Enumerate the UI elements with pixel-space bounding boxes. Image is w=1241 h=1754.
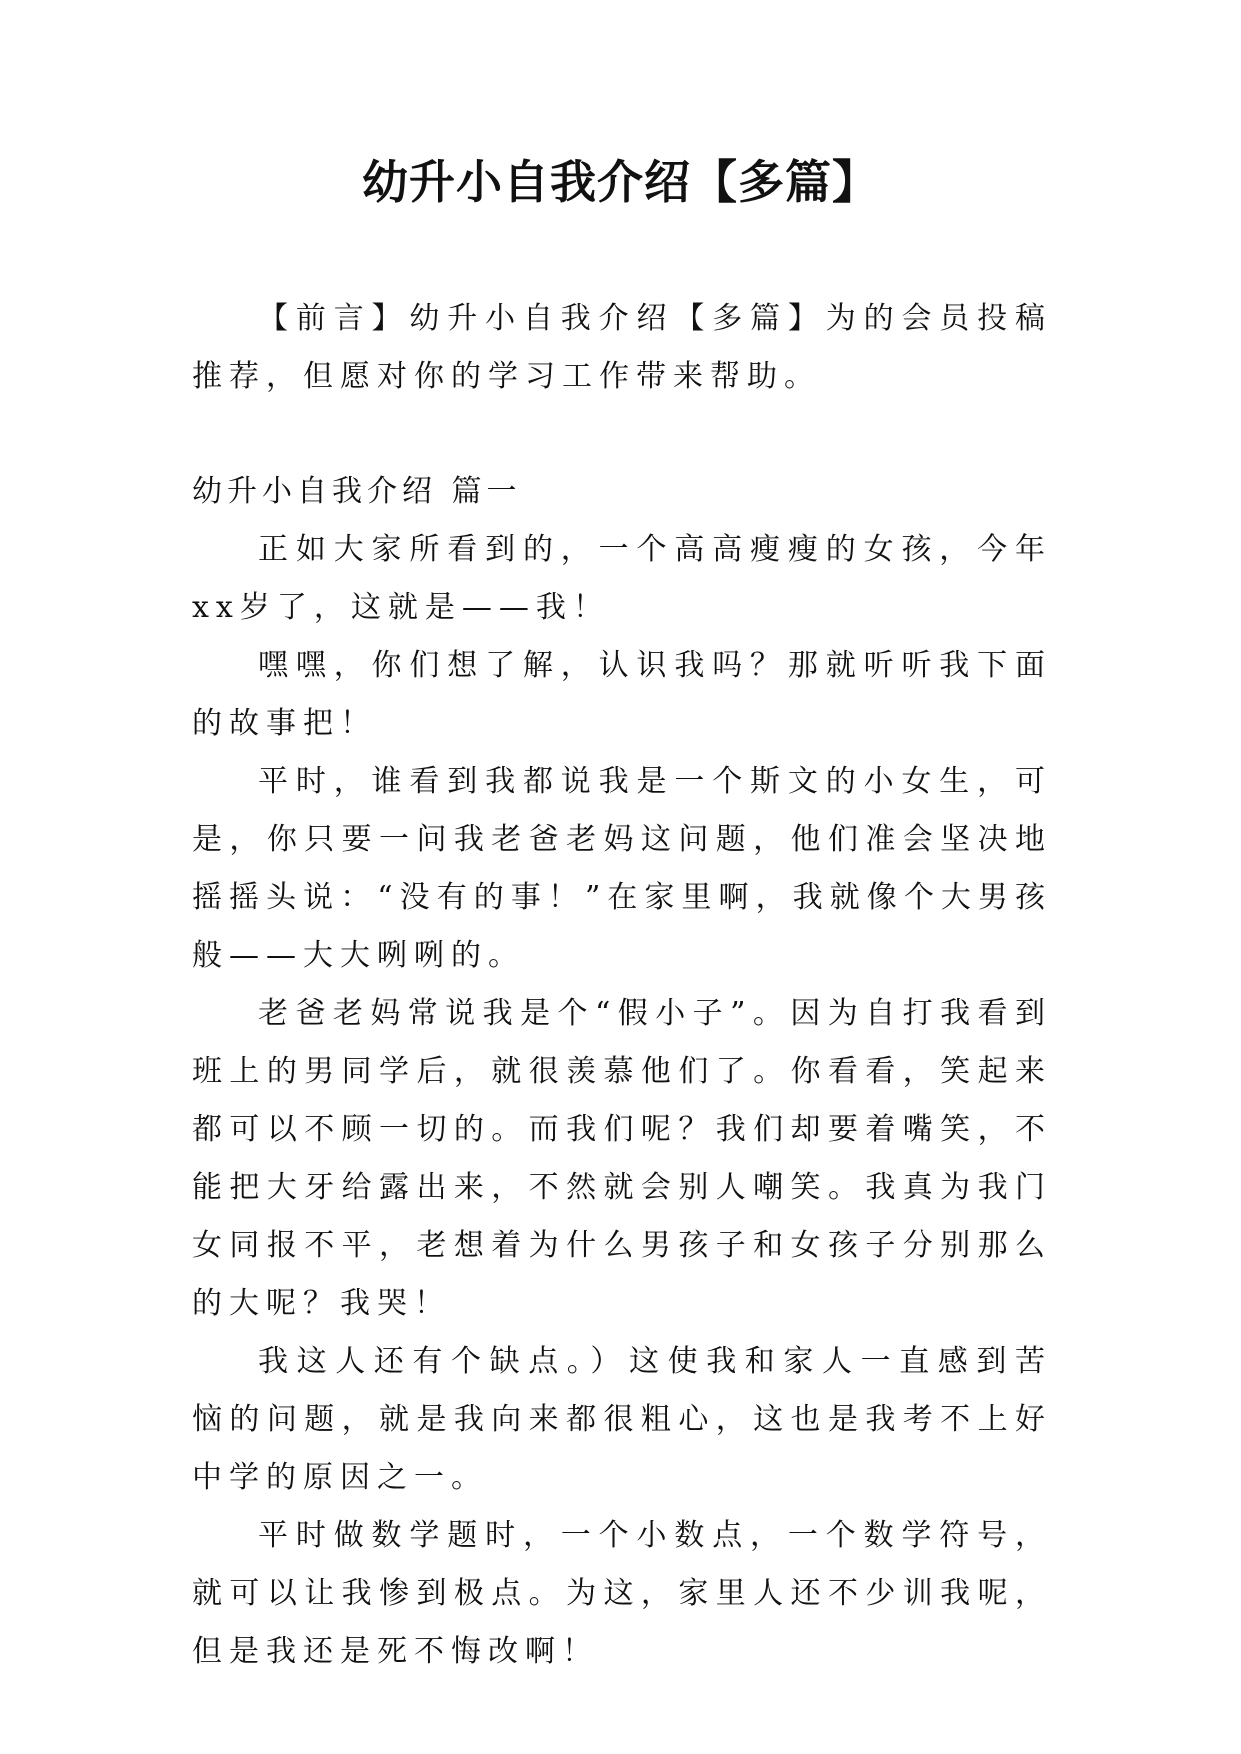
document-title: 幼升小自我介绍【多篇】 [362,155,879,209]
body-paragraph: 正如大家所看到的，一个高高瘦瘦的女孩，今年xx岁了，这就是——我！ [192,532,1052,625]
article-body [192,463,1052,1681]
body-paragraph: 老爸老妈常说我是个“假小子”。因为自打我看到班上的男同学后，就很羡慕他们了。你看看，笑起来都可以不顾一切的。而我们呢？我们却要着嘴笑，不能把大牙给露出来，不然就会别人嘲笑。我真为我门女同报不平，老想着为什么男孩子和女孩子分别那么的大呢？我哭！ [192,996,1052,1321]
body-paragraph: 嘿嘿，你们想了解，认识我吗？那就听听我下面的故事把！ [192,648,1052,741]
body-paragraph: 平时，谁看到我都说我是一个斯文的小女生，可是，你只要一问我老爸老妈这问题，他们准会坚决地摇摇头说：“没有的事！”在家里啊，我就像个大男孩般——大大咧咧的。 [192,764,1052,973]
section-heading: 幼升小自我介绍 篇一 [192,474,522,509]
body-paragraph: 平时做数学题时，一个小数点，一个数学符号，就可以让我惨到极点。为这，家里人还不少训我呢，但是我还是死不悔改啊！ [192,1518,1052,1669]
body-paragraph: 我这人还有个缺点。）这使我和家人一直感到苦恼的问题，就是我向来都很粗心，这也是我考不上好中学的原因之一。 [192,1344,1052,1495]
preface-paragraph: 【前言】幼升小自我介绍【多篇】为的会员投稿推荐，但愿对你的学习工作带来帮助。 [192,301,1052,394]
